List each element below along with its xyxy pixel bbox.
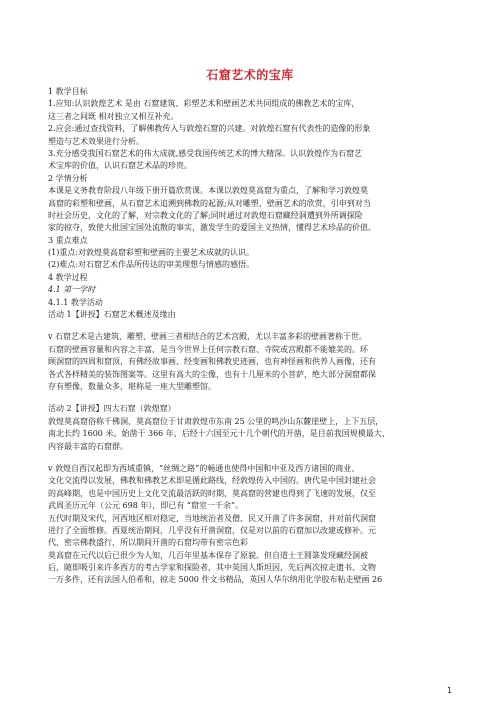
text-line: 石窟的壁画容量和内容之丰富，是当今世界上任何宗教石窟、寺院或宫殿都不能媲美的。环 — [48, 344, 368, 354]
document-body — [48, 86, 453, 587]
page-number: 1 — [447, 686, 453, 695]
document-title: 石窟艺术的宝库 — [206, 68, 294, 82]
text-line: 顾洞窟的四周和窟顶，有佛经故事画、经变画和佛教史迹画，也有神怪画和供养人画像，还有 — [48, 357, 376, 367]
paragraph-gap — [48, 321, 453, 331]
text-line: (2)难点:对石窟艺术作品所传达的审美理想与情感的感悟。 — [48, 260, 255, 270]
paragraph-gap — [48, 453, 453, 463]
text-line: 活动 2【讲授】四大石窟（敦煌窟） — [48, 404, 176, 414]
text-line: 各式各样精美的装饰图案等。这里有高大的尘像，也有十几厘米的小菩萨，绝大部分洞窟都保 — [48, 369, 376, 379]
text-line: 3.充分感受我国石窟艺术的伟大成就,感受我国传统艺术的博大精深。认识敦煌作为石窟艺 — [48, 148, 363, 158]
text-line: 本课是义务教育阶段八年级下册开篇欣赏课。本课以敦煌莫高窟为重点，了解和学习敦煌莫 — [48, 186, 368, 196]
text-line: 家的掠夺，致使大批国宝国处流散的事实，激发学生的爱国主义热情，懂得艺术珍品的价值。 — [48, 223, 376, 233]
text-line: 时社会历史，文化的了解，对宗教文化的了解;同时通过对敦煌石窟藏经洞遭到外所调探险 — [48, 210, 363, 220]
text-line: 2 学情分析 — [48, 173, 88, 183]
text-line: 1 教学目标 — [48, 87, 88, 96]
text-line: 代，密宗佛教盛行，所以期间开凿的石窟均带有密宗色彩 — [48, 538, 248, 548]
text-line: 4.1 第一学时 — [48, 285, 96, 295]
text-line: 敦煌莫高窟俗称千佛洞，莫高窟位于甘肃敦煌市东南 25 公里的鸣沙山东麓崖壁上，上下五层， — [48, 416, 384, 426]
paragraph-gap — [48, 393, 453, 403]
text-line: 莫高窟在元代以后已很少为人知，几百年里基本保存了原貌。但自道士王圆箓发现藏经洞被 — [48, 550, 368, 560]
text-line: 塑造与艺术效果进行分析。 — [48, 136, 144, 146]
text-line: 文化交流得以发展，佛教和佛教艺术即是循此路线，经敦煌传入中国的。唐代是中国封建社会 — [48, 476, 376, 486]
text-line: (1)重点:对敦煌莫高窟彩塑和壁画的主要艺术成就的认识。 — [48, 248, 255, 258]
text-line: 术宝库的价值，认识石窟艺术品的珍贵。 — [48, 161, 192, 171]
text-line: 4 教学过程 — [48, 272, 88, 282]
text-line: 3 重点难点 — [48, 235, 88, 245]
text-line: 内容最丰富的石窟群。 — [48, 441, 128, 451]
text-line: v 敦煌自西汉起即为西域重镇，“丝绸之路”的畅通也使得中国和中亚及西方诸国的商业、 — [48, 463, 360, 473]
text-line: 高窟的彩塑和壁画，从石窟艺术追溯到佛教的起源;从对雕塑、壁画艺术的欣赏，引申到对当 — [48, 198, 371, 208]
text-line: 活动 1【讲授】石窟艺术概述及缘由 — [48, 310, 176, 320]
text-line: 1.应知:认识敦煌艺术 是由 石窟建筑、彩塑艺术和壁画艺术共同组成的佛教艺术的宝库， — [48, 99, 360, 109]
text-line: 2.应会:通过查找资料，了解佛教传入与敦煌石窟的兴建。对敦煌石窟有代表性的造像的形象 — [48, 124, 371, 134]
text-line: v 石窟艺术是古建筑、雕塑、壁画三者相结合的艺术宫殿，尤以丰富多彩的壁画著称于世。 — [48, 332, 368, 342]
text-line: 4.1.1 教学活动 — [48, 297, 103, 307]
text-line: 武周圣历元年（公元 698 年），即已有 “窟室一千余”。 — [48, 501, 244, 511]
text-line: 南北长约 1600 米。始凿于 366 年，后经十六国至元十几个朝代的开凿，是目前我国规模最大、 — [48, 429, 390, 439]
text-line: 进行了全面维修。西夏统治期间，几乎没有开凿洞窟，仅是对以前的石窟加以改建或修补。元 — [48, 525, 376, 535]
text-line: 后，随即吸引来许多西方的考古学家和探险者，其中英国人斯坦因，先后两次掠走遗书、文物 — [48, 563, 376, 573]
text-line: 存有塑像，数量众多，堪称是一座大型雕塑馆。 — [48, 381, 216, 391]
text-line: 一万多件，还有法国人伯希和，掠走 5000 件文书精品，英国人华尔纳用化学胶布粘走壁画 26 — [48, 575, 383, 585]
text-line: 这三者之间既 相对独立又相互补充。 — [48, 111, 179, 121]
text-line: 五代时期及宋代，河西地区相对稳定，当地统治者及僧、民又开凿了许多洞窟，并对前代洞窟 — [48, 513, 376, 523]
text-line: 的高峰期，也是中国历史上文化交流最活跃的时期，莫高窟的营建也得到了飞速的发展，仅至 — [48, 488, 376, 498]
